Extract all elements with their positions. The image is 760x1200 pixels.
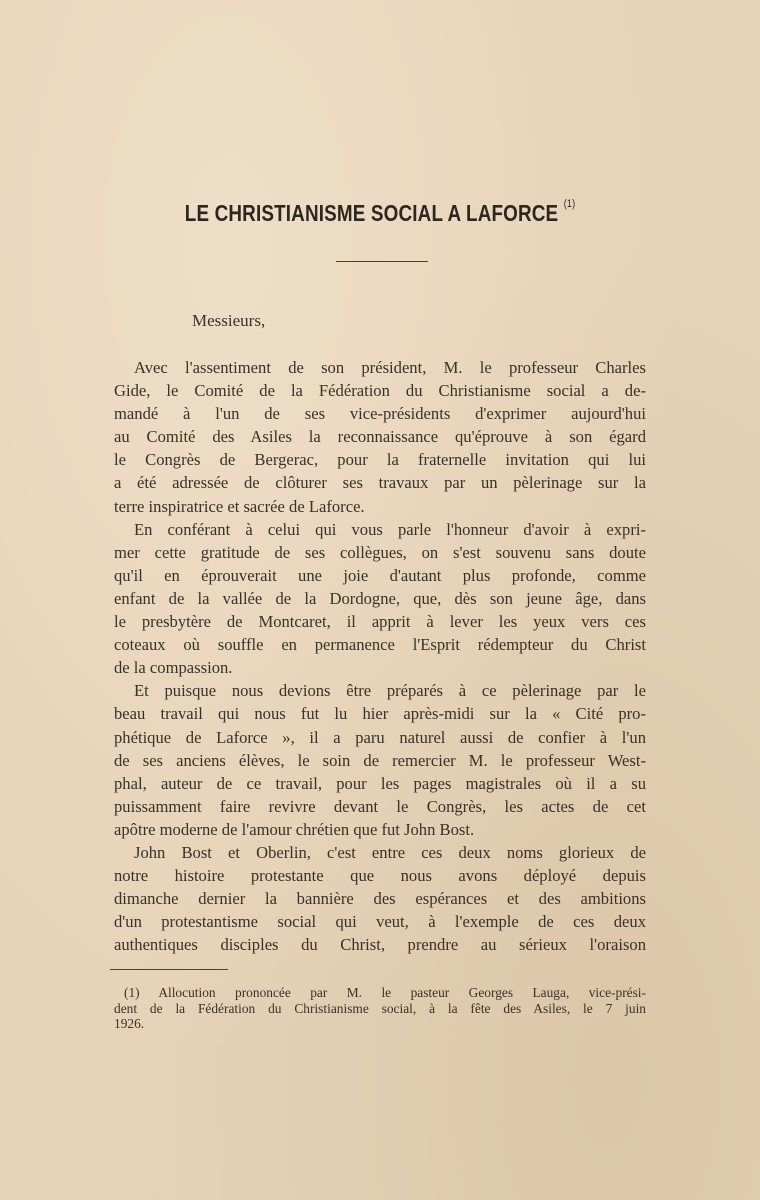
- body-line: beau travail qui nous fut lu hier après-midi sur la « Cité pro-: [114, 704, 646, 724]
- footnote-divider: [110, 969, 228, 970]
- body-line: dimanche dernier la bannière des espérances et des ambitions: [114, 889, 646, 909]
- body-line: mandé à l'un de ses vice-présidents d'exprimer aujourd'hui: [114, 404, 646, 424]
- body-line: d'un protestantisme social qui veut, à l'exemple de ces deux: [114, 912, 646, 932]
- body-line: En conférant à celui qui vous parle l'honneur d'avoir à expri-: [134, 519, 646, 539]
- body-line: Et puisque nous devions être préparés à ce pèlerinage par le: [134, 681, 646, 701]
- title-divider: [336, 261, 428, 262]
- body-line: enfant de la vallée de la Dordogne, que, dès son jeune âge, dans: [114, 588, 646, 608]
- body-line: authentiques disciples du Christ, prendre au sérieux l'oraison: [114, 935, 646, 955]
- body-line: au Comité des Asiles la reconnaissance qu'éprouve à son égard: [114, 427, 646, 447]
- body-line: John Bost et Oberlin, c'est entre ces deux noms glorieux de: [134, 842, 646, 862]
- footnote-line: 1926.: [114, 1016, 145, 1031]
- body-line: qu'il en éprouverait une joie d'autant plus profonde, comme: [114, 565, 646, 585]
- body-line: de la compassion.: [114, 658, 233, 678]
- page-title: [68, 200, 691, 227]
- body-line: phal, auteur de ce travail, pour les pages magistrales où il a su: [114, 773, 646, 793]
- footnote-marker: (1): [563, 198, 576, 210]
- body-line: le presbytère de Montcaret, il apprit à lever les yeux vers ces: [114, 612, 646, 632]
- body-line: notre histoire protestante que nous avons déployé depuis: [114, 866, 646, 886]
- body-line: coteaux où souffle en permanence l'Esprit rédempteur du Christ: [114, 635, 646, 655]
- body-line: le Congrès de Bergerac, pour la fraternelle invitation qui lui: [114, 450, 646, 470]
- body-line: de ses anciens élèves, le soin de remercier M. le professeur West-: [114, 750, 646, 770]
- body-line: Gide, le Comité de la Fédération du Christianisme social a de-: [114, 381, 646, 401]
- title-text: LE CHRISTIANISME SOCIAL A LAFORCE: [184, 200, 559, 226]
- body-line: Avec l'assentiment de son président, M. le professeur Charles: [134, 358, 646, 377]
- body-line: apôtre moderne de l'amour chrétien que fut John Bost.: [114, 819, 475, 839]
- body-line: a été adressée de clôturer ses travaux par un pèlerinage sur la: [114, 473, 646, 493]
- footnote-line: dent de la Fédération du Christianisme social, à la fête des Asiles, le 7 juin: [114, 1000, 646, 1016]
- body-line: phétique de Laforce », il a paru naturel aussi de confier à l'un: [114, 727, 646, 747]
- body-line: mer cette gratitude de ses collègues, on s'est souvenu sans doute: [114, 542, 646, 562]
- footnote: [114, 985, 646, 1032]
- body-line: terre inspiratrice et sacrée de Laforce.: [114, 496, 365, 516]
- body-text: [114, 356, 646, 956]
- salutation: Messieurs,: [192, 311, 266, 330]
- footnote-line: (1) Allocution prononcée par M. le pasteur Georges Lauga, vice-prési-: [124, 985, 646, 1000]
- body-line: puissamment faire revivre devant le Congrès, les actes de cet: [114, 796, 646, 816]
